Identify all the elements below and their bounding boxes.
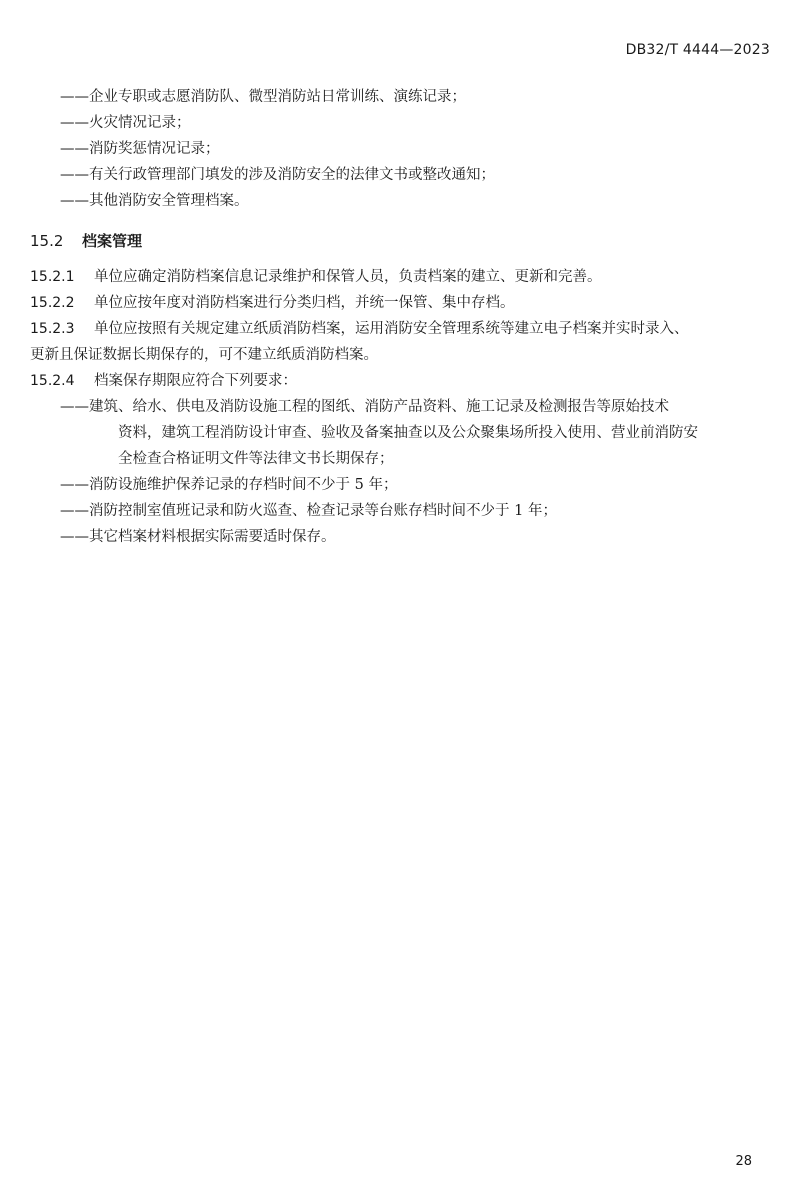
list-item: ——消防控制室值班记录和防火巡查、检查记录等台账存档时间不少于 1 年； [60, 503, 557, 519]
list-item: ——火灾情况记录； [60, 115, 191, 131]
list-item: ——消防设施维护保养记录的存档时间不少于 5 年； [60, 477, 398, 493]
list-item: ——建筑、给水、供电及消防设施工程的图纸、消防产品资料、施工记录及检测报告等原始技术 [60, 399, 669, 415]
clause-text: 单位应按年度对消防档案进行分类归档，并统一保管、集中存档。 [94, 295, 515, 311]
clause-text-continuation: 更新且保证数据长期保存的，可不建立纸质消防档案。 [30, 347, 378, 363]
list-item: ——消防奖惩情况记录； [60, 141, 220, 157]
list-item: ——有关行政管理部门填发的涉及消防安全的法律文书或整改通知； [60, 167, 495, 183]
clause-15-2-3 [30, 316, 770, 342]
list-item: ——其他消防安全管理档案。 [60, 193, 249, 209]
clause-number: 15.2.1 [30, 269, 75, 285]
list-item: ——其它档案材料根据实际需要适时保存。 [60, 529, 336, 545]
clause-text: 单位应确定消防档案信息记录维护和保管人员，负责档案的建立、更新和完善。 [94, 269, 602, 285]
section-heading [30, 228, 770, 254]
list-item-continuation: 资料，建筑工程消防设计审查、验收及备案抽查以及公众聚集场所投入使用、营业前消防安 [118, 425, 698, 441]
clause-15-2-2 [30, 290, 770, 316]
document-body [30, 84, 770, 550]
page-number: 28 [735, 1154, 752, 1169]
clause-text: 档案保存期限应符合下列要求： [94, 373, 297, 389]
clause-number: 15.2.2 [30, 295, 75, 311]
list-item: ——企业专职或志愿消防队、微型消防站日常训练、演练记录； [60, 89, 466, 105]
section-title: 档案管理 [82, 232, 143, 250]
section-number: 15.2 [30, 232, 64, 250]
clause-15-2-1 [30, 264, 770, 290]
list-item-continuation: 全检查合格证明文件等法律文书长期保存； [118, 451, 394, 467]
standard-code: DB32/T 4444—2023 [625, 42, 770, 58]
clause-15-2-4 [30, 368, 770, 394]
clause-number: 15.2.3 [30, 321, 75, 337]
clause-text: 单位应按照有关规定建立纸质消防档案，运用消防安全管理系统等建立电子档案并实时录入、 [94, 321, 689, 337]
clause-number: 15.2.4 [30, 373, 75, 389]
